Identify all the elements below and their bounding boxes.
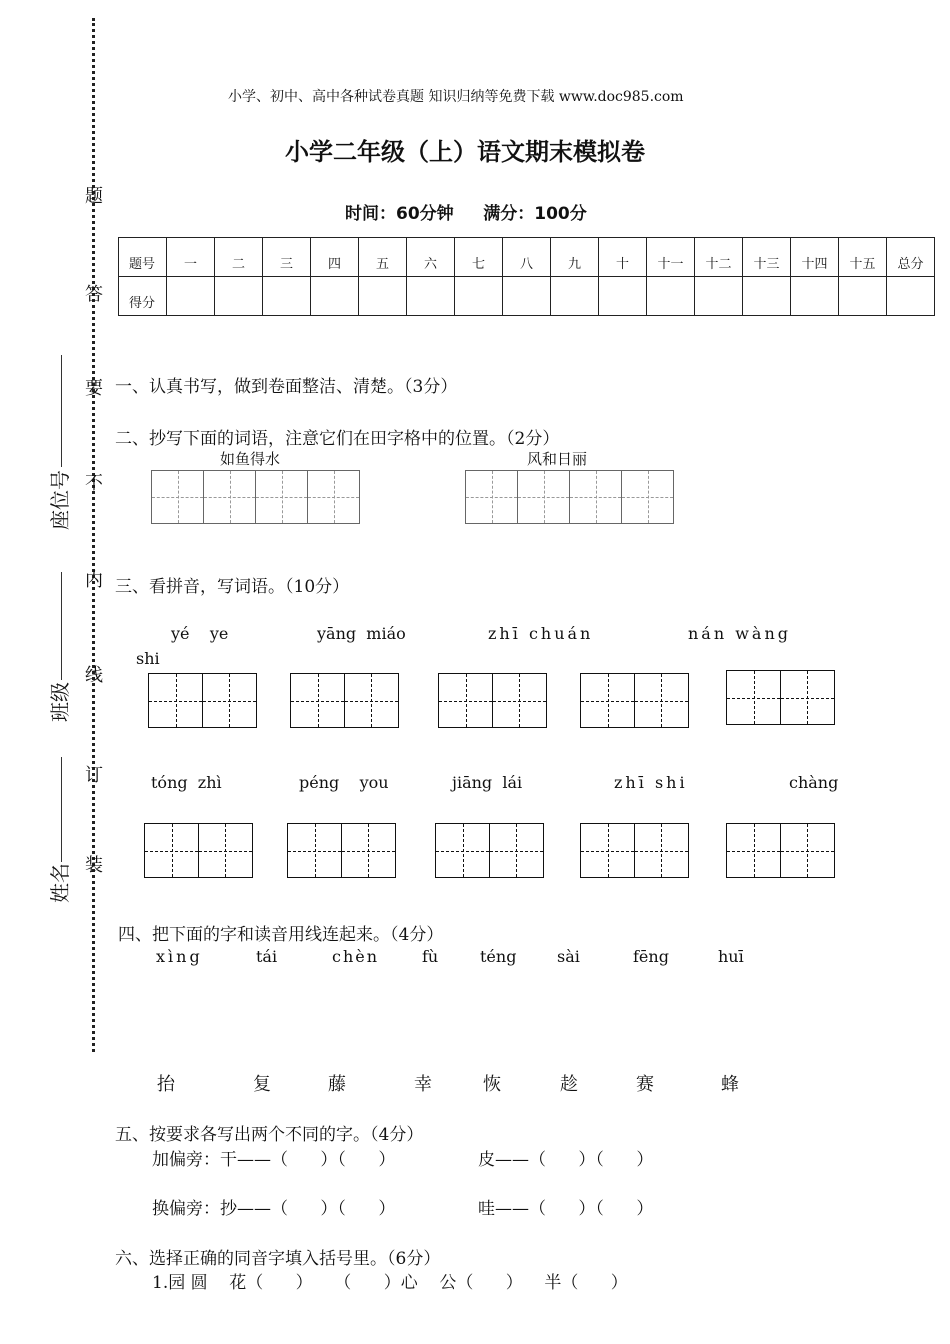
score-header-cell: 十二 <box>695 238 743 277</box>
margin-char-bu: 不 <box>85 473 103 494</box>
score-cell[interactable] <box>887 277 935 316</box>
margin-char-zhuang: 装 <box>85 855 103 876</box>
tianzige-grid-2[interactable] <box>465 470 673 524</box>
radical-add-line-1[interactable]: 加偏旁：干——（ ）（ ） <box>152 1150 396 1170</box>
score-header-cell: 八 <box>503 238 551 277</box>
pinyin-prompt: nán wàng <box>688 624 792 643</box>
name-label: 姓名 <box>48 863 72 903</box>
score-cell[interactable] <box>311 277 359 316</box>
margin-char-ding: 订 <box>85 765 103 786</box>
score-cell[interactable] <box>695 277 743 316</box>
radical-change-line-1[interactable]: 换偏旁：抄——（ ）（ ） <box>152 1199 396 1219</box>
tianzige-cell[interactable] <box>151 470 204 524</box>
score-header-cell: 二 <box>215 238 263 277</box>
margin-char-xian: 线 <box>85 665 103 686</box>
score-header-cell: 一 <box>167 238 215 277</box>
score-cell[interactable] <box>263 277 311 316</box>
score-cell[interactable] <box>647 277 695 316</box>
pinyin-prompt: péng you <box>299 773 389 792</box>
score-cell[interactable] <box>551 277 599 316</box>
pinyin-prompt: yāng miáo <box>317 624 406 643</box>
score-cell[interactable] <box>407 277 455 316</box>
homophone-line-1[interactable]: 1.园 圆 花（ ） （ ）心 公（ ） 半（ ） <box>152 1273 628 1293</box>
site-line: 小学、初中、高中各种试卷真题 知识归纳等免费下载 www.doc985.com <box>228 89 684 105</box>
score-header-cell: 七 <box>455 238 503 277</box>
score-table-score-row <box>119 277 935 316</box>
name-line <box>61 757 62 862</box>
question-4: 四、把下面的字和读音用线连起来。（4分） <box>118 925 444 945</box>
margin-char-yao: 要 <box>85 378 103 399</box>
pinyin-prompt: zhī chuán <box>488 624 594 643</box>
score-cell[interactable] <box>743 277 791 316</box>
score-header-cell: 十 <box>599 238 647 277</box>
question-5: 五、按要求各写出两个不同的字。（4分） <box>115 1125 424 1145</box>
match-pinyin[interactable]: fù <box>422 947 439 966</box>
tianzige-cell[interactable] <box>465 470 518 524</box>
margin-char-ti: 题 <box>85 186 103 207</box>
score-header-cell: 十四 <box>791 238 839 277</box>
time-info: 时间：60分钟 满分：100分 <box>345 204 587 224</box>
answer-box[interactable] <box>726 670 833 725</box>
pinyin-prompt: chàng <box>789 773 839 792</box>
class-line <box>61 572 62 680</box>
answer-box[interactable] <box>580 823 687 878</box>
score-header-cell: 题号 <box>119 238 167 277</box>
answer-box[interactable] <box>290 673 397 728</box>
match-pinyin[interactable]: téng <box>480 947 517 966</box>
score-cell[interactable] <box>167 277 215 316</box>
pinyin-prompt: yé ye <box>171 624 229 643</box>
score-header-cell: 五 <box>359 238 407 277</box>
score-header-cell: 十三 <box>743 238 791 277</box>
score-cell[interactable] <box>599 277 647 316</box>
question-2: 二、抄写下面的词语，注意它们在田字格中的位置。（2分） <box>115 429 560 449</box>
match-char[interactable]: 复 <box>253 1074 271 1095</box>
score-cell[interactable] <box>503 277 551 316</box>
pinyin-prompt: zhī shi <box>614 773 688 792</box>
tianzige-cell[interactable] <box>621 470 674 524</box>
match-char[interactable]: 蜂 <box>721 1074 739 1095</box>
match-char[interactable]: 趁 <box>560 1074 578 1095</box>
question-1: 一、认真书写，做到卷面整洁、清楚。（3分） <box>115 377 458 397</box>
tianzige-grid-1[interactable] <box>151 470 359 524</box>
tianzige-cell[interactable] <box>255 470 308 524</box>
match-pinyin[interactable]: xìng <box>156 947 203 966</box>
seat-number-line <box>61 355 62 467</box>
score-header-cell: 三 <box>263 238 311 277</box>
match-pinyin[interactable]: sài <box>557 947 580 966</box>
radical-add-line-2[interactable]: 皮——（ ）（ ） <box>478 1150 654 1170</box>
margin-char-da: 答 <box>85 284 103 305</box>
match-char[interactable]: 幸 <box>414 1074 432 1095</box>
answer-box[interactable] <box>726 823 833 878</box>
answer-box[interactable] <box>287 823 394 878</box>
tianzige-cell[interactable] <box>203 470 256 524</box>
match-char[interactable]: 赛 <box>636 1074 654 1095</box>
answer-box[interactable] <box>580 673 687 728</box>
page-title: 小学二年级（上）语文期末模拟卷 <box>285 138 645 166</box>
score-cell[interactable] <box>359 277 407 316</box>
score-row-label: 得分 <box>119 277 167 316</box>
pinyin-prompt: shi <box>136 649 160 668</box>
score-cell[interactable] <box>215 277 263 316</box>
score-header-cell: 四 <box>311 238 359 277</box>
score-header-cell: 十五 <box>839 238 887 277</box>
score-header-cell: 总分 <box>887 238 935 277</box>
copy-word-1: 如鱼得水 <box>220 450 281 468</box>
answer-box[interactable] <box>148 673 255 728</box>
match-pinyin[interactable]: tái <box>256 947 278 966</box>
tianzige-cell[interactable] <box>307 470 360 524</box>
score-header-cell: 十一 <box>647 238 695 277</box>
score-cell[interactable] <box>791 277 839 316</box>
question-6: 六、选择正确的同音字填入括号里。（6分） <box>115 1249 441 1269</box>
class-label: 班级 <box>48 682 72 722</box>
match-pinyin[interactable]: fēng <box>633 947 669 966</box>
radical-change-line-2[interactable]: 哇——（ ）（ ） <box>478 1199 654 1219</box>
pinyin-prompt: jiāng lái <box>452 773 523 792</box>
margin-char-nei: 内 <box>85 570 103 591</box>
score-header-cell: 九 <box>551 238 599 277</box>
match-pinyin[interactable]: chèn <box>332 947 380 966</box>
pinyin-prompt: tóng zhì <box>151 773 222 792</box>
answer-box[interactable] <box>438 673 545 728</box>
question-3: 三、看拼音，写词语。（10分） <box>115 577 350 597</box>
match-char[interactable]: 恢 <box>483 1074 501 1095</box>
score-cell[interactable] <box>455 277 503 316</box>
score-header-cell: 六 <box>407 238 455 277</box>
copy-word-2: 风和日丽 <box>527 450 588 468</box>
match-char[interactable]: 抬 <box>157 1074 175 1095</box>
answer-box[interactable] <box>435 823 542 878</box>
score-table <box>118 237 935 316</box>
match-pinyin[interactable]: huī <box>718 947 744 966</box>
tianzige-cell[interactable] <box>569 470 622 524</box>
score-cell[interactable] <box>839 277 887 316</box>
match-char[interactable]: 藤 <box>328 1074 346 1095</box>
score-table-header-row <box>119 238 935 277</box>
seat-number-label: 座位号 <box>48 470 72 530</box>
tianzige-cell[interactable] <box>517 470 570 524</box>
answer-box[interactable] <box>144 823 251 878</box>
binding-dotted-line <box>92 18 95 1052</box>
